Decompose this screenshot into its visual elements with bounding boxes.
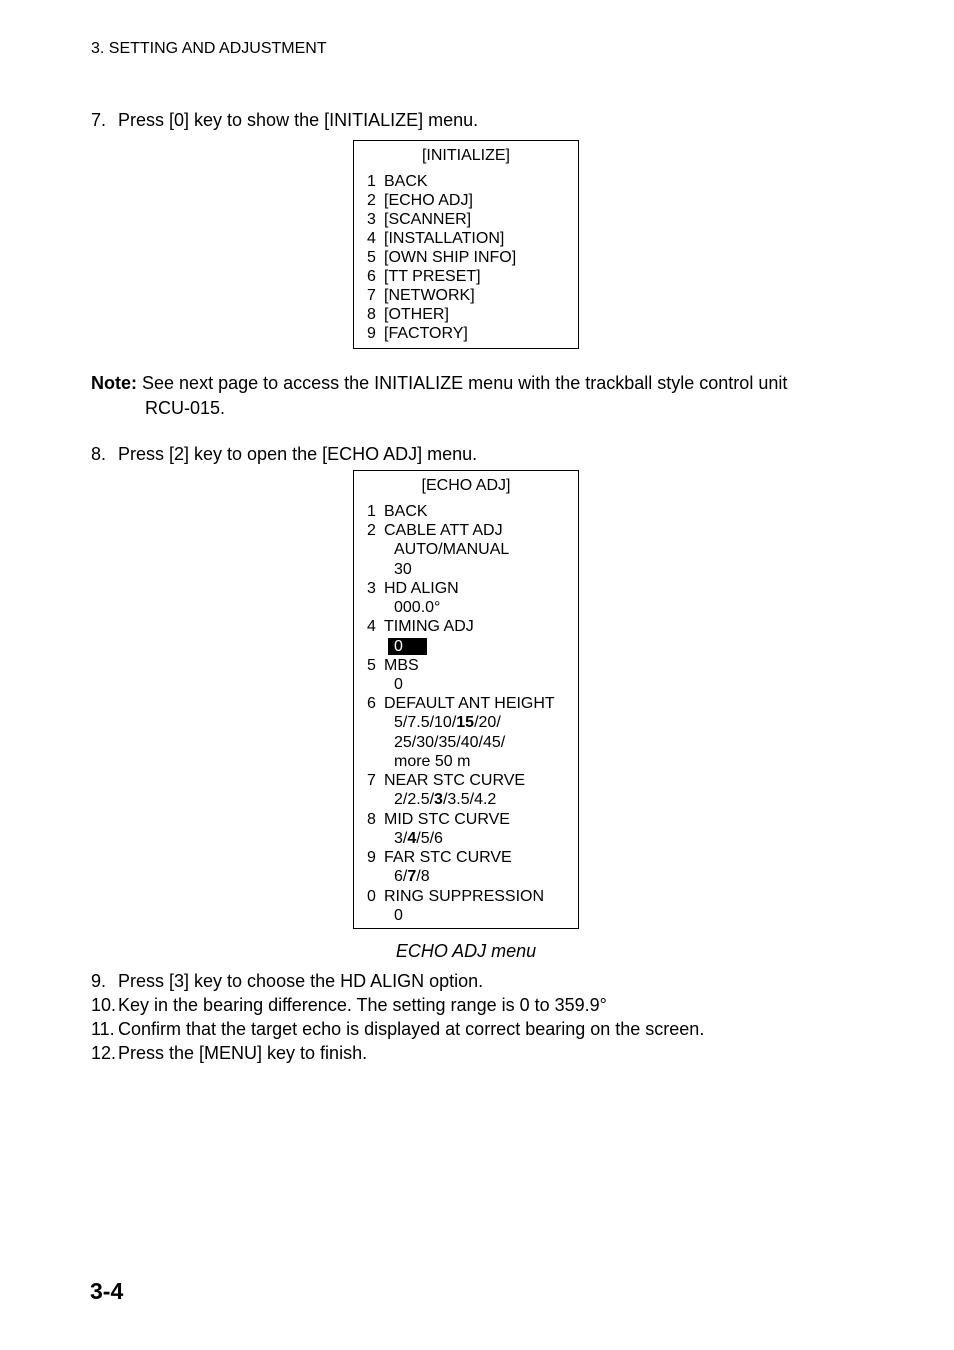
step-number: 7. [91, 110, 107, 130]
menu-item-default-ant-height[interactable]: 6 DEFAULT ANT HEIGHT [367, 695, 555, 712]
menu-item-mid-stc-curve[interactable]: 8 MID STC CURVE [367, 811, 510, 828]
hd-align-value[interactable]: 000.0° [394, 599, 441, 616]
note-text-line1: See next page to access the INITIALIZE menu with the trackball style control unit [142, 373, 788, 393]
step-text: Press [0] key to show the [INITIALIZE] menu. [118, 110, 479, 130]
menu-item-timing-adj[interactable]: 4 TIMING ADJ [367, 618, 474, 635]
far-stc-options[interactable]: 6/7/8 [394, 868, 430, 885]
menu-title: [INITIALIZE] [421, 147, 510, 164]
page-number: 3-4 [90, 1278, 124, 1304]
step-12 [91, 1043, 367, 1064]
step-text: Confirm that the target echo is displayed at correct bearing on the screen. [118, 1019, 705, 1039]
menu-item-echo-adj[interactable]: 2 [ECHO ADJ] [367, 192, 473, 209]
step-text: Press the [MENU] key to finish. [118, 1043, 368, 1063]
menu-item-ring-suppression[interactable]: 0 RING SUPPRESSION [367, 888, 545, 905]
step-number: 10. [91, 995, 117, 1015]
menu-item-cable-att-adj[interactable]: 2 CABLE ATT ADJ [367, 522, 503, 539]
echo-adj-menu [353, 470, 579, 929]
menu-item-back[interactable]: 1 BACK [367, 173, 428, 190]
ant-height-options-1[interactable]: 5/7.5/10/15/20/ [394, 714, 501, 731]
menu-item-factory[interactable]: 9 [FACTORY] [367, 325, 468, 342]
note-text-line2: RCU-015. [145, 398, 226, 418]
menu-item-scanner[interactable]: 3 [SCANNER] [367, 211, 472, 228]
step-9 [91, 971, 483, 992]
near-stc-options[interactable]: 2/2.5/3/3.5/4.2 [394, 791, 497, 808]
section-header: 3. SETTING AND ADJUSTMENT [91, 40, 327, 57]
menu-item-tt-preset[interactable]: 6 [TT PRESET] [367, 268, 481, 285]
menu-item-far-stc-curve[interactable]: 9 FAR STC CURVE [367, 849, 512, 866]
note [91, 371, 831, 421]
step-7 [91, 110, 478, 131]
step-text: Press [3] key to choose the HD ALIGN option. [118, 971, 484, 991]
mbs-value[interactable]: 0 [394, 676, 403, 693]
menu-item-own-ship-info[interactable]: 5 [OWN SHIP INFO] [367, 249, 517, 266]
note-label: Note: [91, 373, 137, 393]
step-8 [91, 444, 477, 465]
step-number: 12. [91, 1043, 117, 1063]
menu-item-near-stc-curve[interactable]: 7 NEAR STC CURVE [367, 772, 526, 789]
mid-stc-options[interactable]: 3/4/5/6 [394, 830, 443, 847]
cable-att-options[interactable]: AUTO/MANUAL [394, 541, 510, 558]
menu-item-back[interactable]: 1 BACK [367, 503, 428, 520]
menu-item-installation[interactable]: 4 [INSTALLATION] [367, 230, 505, 247]
initialize-menu [353, 140, 579, 349]
timing-adj-value-selected[interactable]: 0 [388, 638, 427, 655]
menu-item-other[interactable]: 8 [OTHER] [367, 306, 449, 323]
ant-height-options-3[interactable]: more 50 m [394, 753, 471, 770]
figure-caption: ECHO ADJ menu [395, 941, 537, 961]
menu-title: [ECHO ADJ] [421, 477, 511, 494]
cable-att-value[interactable]: 30 [394, 561, 412, 578]
step-number: 8. [91, 444, 107, 464]
step-text: Key in the bearing difference. The setting range is 0 to 359.9° [118, 995, 607, 1015]
menu-item-network[interactable]: 7 [NETWORK] [367, 287, 475, 304]
menu-item-hd-align[interactable]: 3 HD ALIGN [367, 580, 459, 597]
step-number: 9. [91, 971, 107, 991]
menu-item-mbs[interactable]: 5 MBS [367, 657, 419, 674]
step-11 [91, 1019, 704, 1040]
ring-suppression-value[interactable]: 0 [394, 907, 403, 924]
step-10 [91, 995, 607, 1016]
step-number: 11. [91, 1019, 115, 1039]
step-text: Press [2] key to open the [ECHO ADJ] menu. [118, 444, 478, 464]
ant-height-options-2[interactable]: 25/30/35/40/45/ [394, 734, 506, 751]
